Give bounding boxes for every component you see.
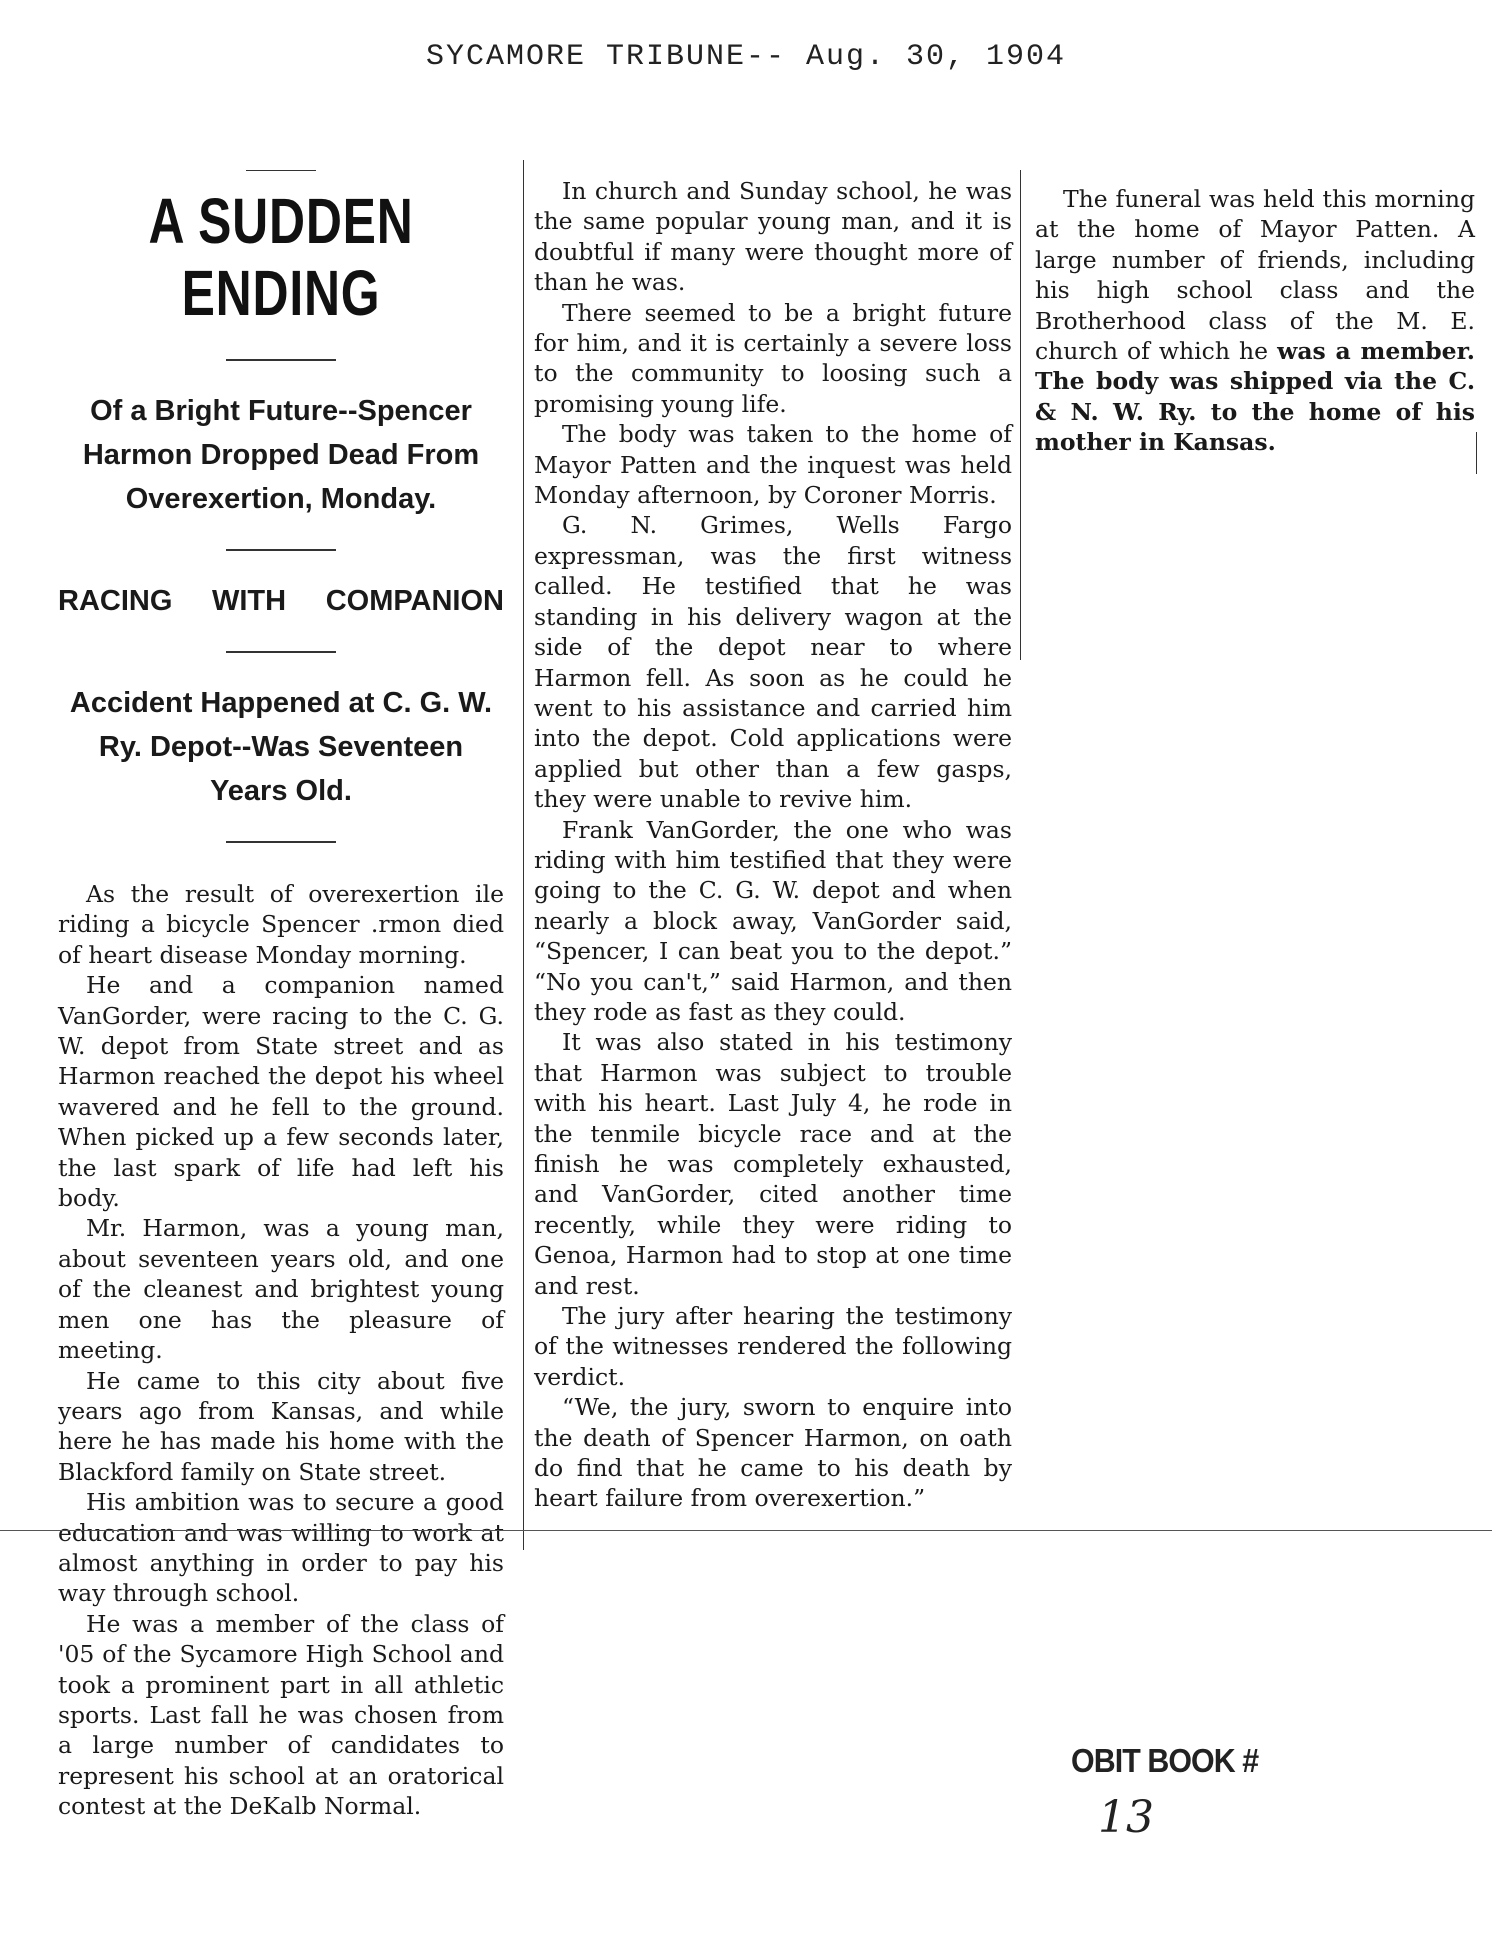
paragraph bbox=[1035, 184, 1475, 458]
handwritten-number: 13 bbox=[1098, 1792, 1154, 1843]
column-1 bbox=[58, 170, 504, 1822]
column-rule-left bbox=[523, 160, 524, 1550]
paragraph: The jury after hearing the testimony of the witnesses rendered the following verdict. bbox=[534, 1302, 1012, 1391]
paragraph: In church and Sunday school, he was the same popular young man, and it is doubtful if many were thought more of than he was. bbox=[534, 177, 1012, 297]
paragraph: It was also stated in his testimony that Harmon was subject to trouble with his heart. Last July 4, he rode in the tenmile bicycle race and at the finish he was completely exhausted, and VanGorder, cited another time recently, while they were riding to Genoa, Harmon had to stop at one time and rest. bbox=[534, 1028, 1012, 1300]
headline: A SUDDEN ENDING bbox=[148, 185, 414, 329]
obit-book-label: OBIT BOOK # bbox=[1071, 1742, 1259, 1779]
divider-rule bbox=[226, 359, 336, 361]
paragraph: There seemed to be a bright future for him, and it is certainly a severe loss to the community to loosing such a promising young life. bbox=[534, 298, 1012, 418]
subhead-2: RACING WITH COMPANION bbox=[58, 585, 504, 617]
paragraph: He came to this city about five years ago from Kansas, and while here he has made his home with the Blackford family on State street. bbox=[58, 1366, 504, 1486]
headline-rule bbox=[246, 170, 316, 171]
paragraph: G. N. Grimes, Wells Fargo expressman, was the first witness called. He testified that he was standing in his delivery wagon at the side of the depot near to where Harmon fell. As soon as he could he went to his assistance and carried him into the depot. Cold applications were applied but other than a few gasps, they were unable to revive him. bbox=[534, 511, 1012, 814]
scan-fold-line bbox=[0, 1530, 1492, 1531]
paragraph: He and a companion named VanGorder, were racing to the C. G. W. depot from State street and as Harmon reached the depot his wheel wavered and he fell to the ground. When picked up a few seconds later, the last spark of life had left his body. bbox=[58, 971, 504, 1213]
column-2 bbox=[534, 176, 1012, 1514]
funeral-text: The funeral was held this morning at the home of Mayor Patten. A large number of friends, including his high school class and the Brotherhood class of the M. E. church of which he bbox=[1035, 185, 1475, 366]
column-3 bbox=[1035, 184, 1475, 458]
paragraph: His ambition was to secure a good education and was willing to work at almost anything in order to pay his way through school. bbox=[58, 1488, 504, 1608]
page-header: SYCAMORE TRIBUNE-- Aug. 30, 1904 bbox=[425, 40, 1067, 74]
divider-rule bbox=[226, 651, 336, 653]
column-rule-edge bbox=[1476, 432, 1477, 474]
paragraph: “We, the jury, sworn to enquire into the death of Spencer Harmon, on oath do find that he came to his death by heart failure from overexertion.” bbox=[534, 1393, 1012, 1513]
funeral-text-bold: was a member. The body was shipped via the C. & N. W. Ry. to the home of his mother in Kansas. bbox=[1035, 337, 1475, 457]
paragraph: The body was taken to the home of Mayor Patten and the inquest was held Monday afternoon, by Coroner Morris. bbox=[534, 420, 1012, 510]
paragraph: Mr. Harmon, was a young man, about seventeen years old, and one of the cleanest and brightest young men one has the pleasure of meeting. bbox=[58, 1214, 504, 1365]
column-rule-right bbox=[1020, 170, 1021, 660]
subhead-3: Accident Happened at C. G. W. Ry. Depot--Was Seventeen Years Old. bbox=[69, 687, 493, 807]
paragraph: Frank VanGorder, the one who was riding with him testified that they were going to the C. G. W. depot and when nearly a block away, VanGorder said, “Spencer, I can beat you to the depot.” “No you can't,” said Harmon, and then they rode as fast as they could. bbox=[534, 815, 1012, 1026]
paragraph: As the result of overexertion ile riding a bicycle Spencer .rmon died of heart disease Monday morning. bbox=[58, 880, 504, 969]
paragraph: He was a member of the class of '05 of the Sycamore High School and took a prominent part in all athletic sports. Last fall he was chosen from a large number of candidates to represent his school at an oratorical contest at the DeKalb Normal. bbox=[58, 1609, 504, 1821]
divider-rule bbox=[226, 549, 336, 551]
subhead-1: Of a Bright Future--Spencer Harmon Dropped Dead From Overexertion, Monday. bbox=[82, 395, 480, 515]
divider-rule bbox=[226, 841, 336, 843]
